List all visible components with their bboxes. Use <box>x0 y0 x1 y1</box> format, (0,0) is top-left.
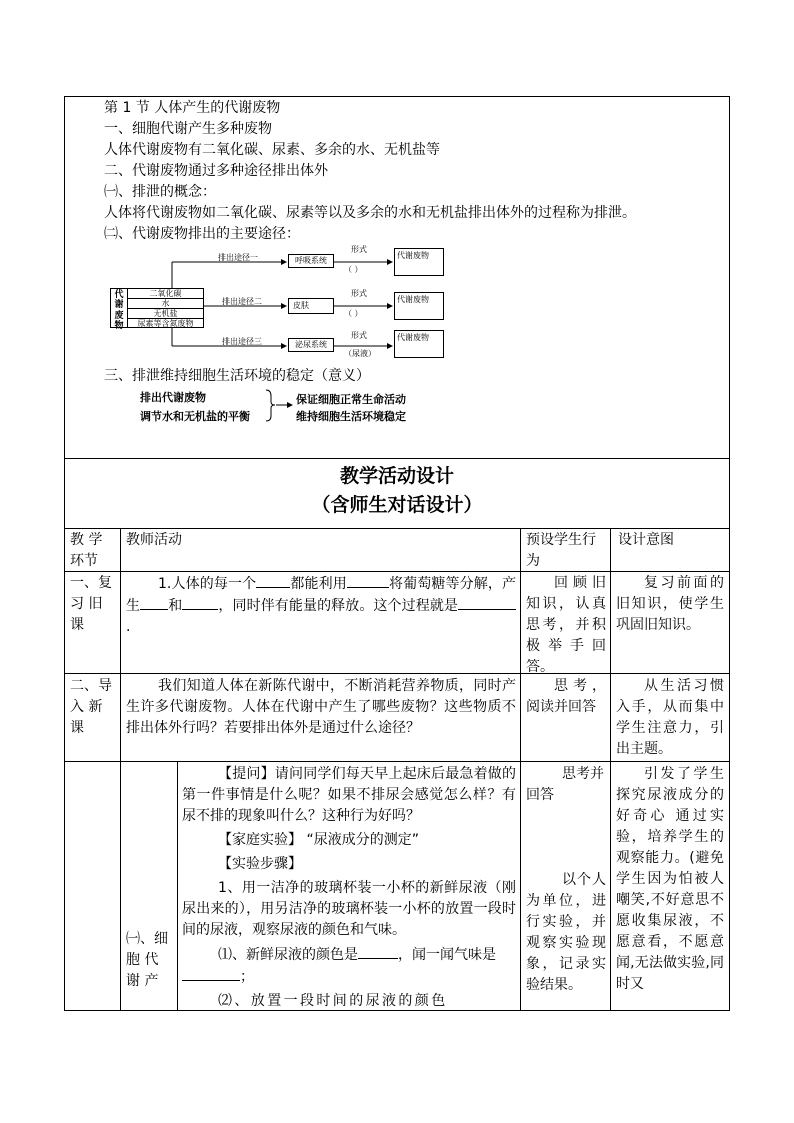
meaning-left-1: 排出代谢废物 <box>140 391 206 404</box>
route-1-form-value: （ ） <box>344 265 363 274</box>
route-1-organ: 呼吸系统 <box>288 254 334 268</box>
route-3-organ: 泌尿系统 <box>288 338 334 352</box>
row1-intent: 复习前面的旧知识，使学生巩固旧知识。 <box>616 575 724 633</box>
row2-stage: 二、导 入 新课 <box>70 678 112 736</box>
row1-student: 回顾旧知识，认真思考，并积极举手回答。 <box>526 575 606 675</box>
col-line-sub <box>177 761 178 1011</box>
route-2-organ: 皮肤 <box>288 298 334 314</box>
route-2-target: 代谢废物 <box>394 292 444 320</box>
route-1-path: 排出途径一 <box>218 253 258 262</box>
row2-teacher: 我们知道人体在新陈代谢中，不断消耗营养物质，同时产生许多代谢废物。人体在代谢中产生了哪些废物？这些物质不排出体外行吗？若要排出体外是通过什么途径？ <box>126 678 516 736</box>
blank-3[interactable] <box>140 595 168 610</box>
row3-sub1-c: ； <box>240 969 254 985</box>
row1-text-c: 将葡萄糖等分解，产生 <box>126 576 517 614</box>
blank-6[interactable] <box>358 944 398 959</box>
row3-steps: 【实验步骤】 <box>218 856 302 872</box>
row3-step1: 1、用一洁净的玻璃杯装一小杯的新鲜尿液（刚尿出来的），用另洁净的玻璃杯装一小杯的放置一段时间的尿液，观察尿液的颜色和气味。 <box>182 880 516 938</box>
rule-after-row2 <box>64 761 730 762</box>
row3-sub1-b: ，闻一闻气味是 <box>398 947 496 963</box>
route-3-form-value: （尿液） <box>344 349 376 358</box>
header-intent: 设计意图 <box>618 532 674 548</box>
col-line-3 <box>610 528 611 1011</box>
diagram-item-3: 尿素等含氮废物 <box>127 318 204 328</box>
row1-text-f: . <box>126 619 131 635</box>
route-3-form-label: 形式 <box>351 331 367 340</box>
header-teacher: 教师活动 <box>126 532 182 548</box>
diagram-source-box: 代谢废物 <box>110 288 128 328</box>
rule-after-content <box>64 458 730 459</box>
heading-2-2: ㈡、代谢废物排出的主要途径： <box>104 226 300 242</box>
row3-student-b: 以个人为单位，进行实验，并观察实验现象，记录实验结果。 <box>526 872 606 993</box>
route-2-path: 排出途径二 <box>222 297 262 306</box>
row1-text-e: ，同时伴有能量的释放。这个过程就是 <box>218 598 459 614</box>
meaning-block <box>140 388 440 428</box>
diagram-item-0: 二氧化碳 <box>127 288 204 299</box>
meaning-left-2: 调节水和无机盐的平衡 <box>140 410 250 423</box>
document-page <box>64 96 730 1011</box>
row2-intent: 从生活习惯入手，从而集中学生注意力，引出主题。 <box>616 678 724 757</box>
row3-student-a: 思考并回答 <box>526 766 604 803</box>
heading-2: 二、代谢废物通过多种途径排出体外 <box>104 163 328 179</box>
header-stage: 教 学 环节 <box>70 532 103 569</box>
route-2-form-label: 形式 <box>351 289 367 298</box>
design-subtitle: （含师生对话设计） <box>311 494 483 516</box>
row1-stage: 一、复 习 旧 课 <box>70 575 112 633</box>
row2-student: 思考，阅读并回答 <box>526 678 606 715</box>
row3-question: 【提问】请问同学们每天早上起床后最急着做的第一件事情是什么呢？如果不排尿会感觉怎么样？有尿不排的现象叫什么？这种行为好吗？ <box>182 766 516 824</box>
heading-2-1: ㈠、排泄的概念： <box>104 184 216 200</box>
header-student: 预设学生行为 <box>526 532 596 569</box>
row1-text-a: 1.人体的每一个 <box>158 576 257 592</box>
meaning-right-1: 保证细胞正常生命活动 <box>296 393 406 406</box>
row1-text-b: 都能利用 <box>290 576 347 592</box>
rule-after-header <box>64 571 730 572</box>
diagram-item-1: 水 <box>127 298 204 309</box>
row3-intent: 引发了学生探究尿液成分的好奇心 通过实验，培养学生的观察能力。(避免学生因为怕被人嘲笑,不好意思不愿收集尿液，不愿意看，不愿意闻,无法做实验,同时又 <box>616 766 724 992</box>
table-border-right <box>729 96 730 1011</box>
route-3-target: 代谢废物 <box>394 330 444 358</box>
blank-7[interactable] <box>182 966 240 981</box>
paragraph-2: 人体将代谢废物如二氧化碳、尿素等以及多余的水和无机盐排出体外的过程称为排泄。 <box>104 205 636 221</box>
diagram-item-2: 无机盐 <box>127 308 204 319</box>
blank-1[interactable] <box>256 573 290 588</box>
design-title: 教学活动设计 <box>339 465 454 487</box>
row3-sub-stage: ㈠、细 胞 代 谢 产 <box>126 931 168 989</box>
row1-text-d: 和 <box>168 598 183 614</box>
heading-1: 一、细胞代谢产生多种废物 <box>104 121 272 137</box>
table-border-top <box>64 96 730 97</box>
table-border-left <box>64 96 65 1011</box>
route-1-target: 代谢废物 <box>394 248 444 276</box>
rule-after-row1 <box>64 673 730 674</box>
heading-3: 三、排泄维持细胞生活环境的稳定（意义） <box>104 368 370 384</box>
excretion-diagram <box>110 244 450 360</box>
route-3-path: 排出途径三 <box>222 337 262 346</box>
row3-home-exp: 【家庭实验】 “尿液成分的测定” <box>218 832 419 848</box>
rule-after-design-title <box>64 528 730 529</box>
blank-4[interactable] <box>182 595 218 610</box>
row3-sub1 <box>182 944 516 988</box>
section-title: 第 1 节 人体产生的代谢废物 <box>104 100 281 116</box>
row3-sub2: ⑵、放置一段时间的尿液的颜色 <box>218 993 448 1009</box>
route-1-form-label: 形式 <box>351 245 367 254</box>
blank-2[interactable] <box>347 573 389 588</box>
paragraph-1: 人体代谢废物有二氧化碳、尿素、多余的水、无机盐等 <box>104 142 440 158</box>
row3-sub1-a: ⑴、新鲜尿液的颜色是 <box>218 947 358 963</box>
col-line-1 <box>120 528 121 1011</box>
row3-teacher <box>182 764 516 1012</box>
route-2-form-value: （ ） <box>344 309 363 318</box>
meaning-right-2: 维持细胞生活环境稳定 <box>296 410 406 423</box>
col-line-2 <box>520 528 521 1011</box>
blank-5[interactable] <box>458 595 516 610</box>
row1-teacher <box>126 573 516 638</box>
